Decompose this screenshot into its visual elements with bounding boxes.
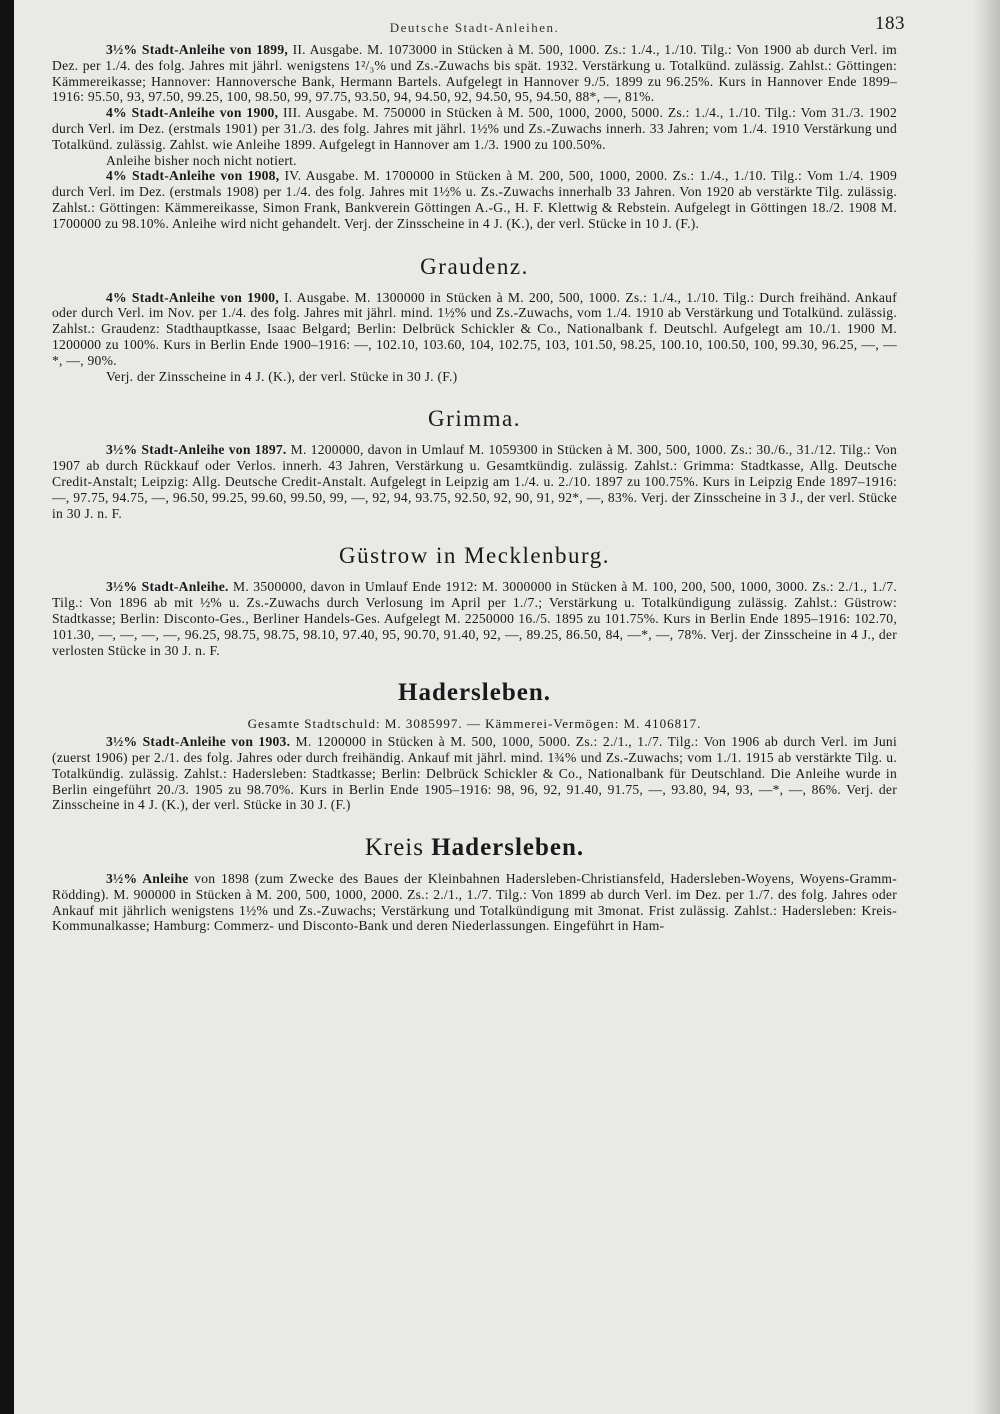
entry-text: III. Ausgabe. M. 750000 in Stücken à M. 500, 1000, 2000, 5000. Zs.: 1./4., 1./10. Tilg.: Vom 31./3. 1902 durch Verl. im Dez. (erstmals 1901) per 31./3. des folg. Jahres mit jährl. 1½% und Zs.-Zuwachs innerh. 33 Jahren; vom 1./4. 1910 Verstärkung und Totalkünd. zulässig. Zahlst. wie Anleihe 1899. Aufgelegt in Hannover am 1./3. 1900 zu 100.50%.	[52, 105, 897, 152]
graudenz-note: Verj. der Zinsscheine in 4 J. (K.), der verl. Stücke in 30 J. (F.)	[106, 368, 458, 384]
hadersleben-entry-1903	[52, 734, 897, 813]
city-region: Mecklenburg.	[464, 543, 611, 569]
goettingen-section	[52, 42, 897, 232]
entry-title: 4% Stadt-Anleihe von 1900,	[106, 289, 279, 305]
graudenz-entry-1900	[52, 290, 897, 369]
page-edge	[974, 0, 1000, 1414]
binding-shadow	[0, 0, 14, 1414]
city-heading-kreis-hadersleben	[52, 835, 897, 861]
running-head	[52, 12, 905, 42]
guestrow-section	[52, 579, 897, 658]
city-prefix: Kreis	[364, 834, 424, 862]
page-content	[52, 12, 905, 937]
entry-text: von 1898 (zum Zwecke des Baues der Kleinbahnen Hadersleben-Christiansfeld, Hadersleben-Woyens, Woyens-Gramm-Rödding). M. 900000 in Stücken à M. 200, 500, 1000, 2000. Zs.: 2./1., 1./7. Tilg.: Von 1899 ab durch Verl. im Dez. per 1./7. des folg. Jahres oder Ankauf mit jährlich wenigstens 1½% und Zs.-Zuwachs; Verstärkung und Totalkündigung mit 3monat. Frist zulässig. Zahlst.: Hadersleben: Kreis-Kommunalkasse; Hamburg: Commerz- und Disconto-Bank und deren Niederlassungen. Eingeführt in Ham-	[52, 871, 898, 934]
city-heading-guestrow	[52, 543, 897, 569]
graudenz-section	[52, 290, 897, 385]
entry-text: II. Ausgabe. M. 1073000 in Stücken à M. 500, 1000. Zs.: 1./4., 1./10. Tilg.: Von 1900 ab durch Verl. im Dez. per 1./4. des folg. Jahres mit jährl. wenigstens 1²/₃% und Zs.-Zuwachs bis spät. 1932. Verstärkung u. Totalkünd. zulässig. Zahlst.: Göttingen: Kämmereikasse; Hannover: Hannoversche Bank, Hermann Bartels. Aufgelegt in Hannover 9./5. 1899 zu 96.25%. Kurs in Hannover Ende 1899–1916: 95.50, 93, 97.50, 99.25, 100, 98.50, 99, 97.75, 93.50, 94, 94.50, 92, 94.50, 95, 94.50, 88*, —, 81%.	[52, 42, 897, 105]
kreis-hadersleben-entry-1898	[52, 871, 897, 934]
grimma-entry-1897	[52, 442, 897, 521]
entry-title: 4% Stadt-Anleihe von 1908,	[106, 168, 280, 184]
entry-title: 3½% Anleihe	[106, 871, 189, 887]
city-connector: in	[435, 543, 457, 569]
goettingen-note-1900: Anleihe bisher noch nicht notiert.	[106, 152, 297, 168]
kreis-hadersleben-section	[52, 871, 897, 934]
entry-title: 3½% Stadt-Anleihe von 1899,	[106, 42, 289, 57]
city-heading-grimma: Grimma.	[428, 406, 521, 432]
hadersleben-debt-line: Gesamte Stadtschuld: M. 3085997. — Kämmerei-Vermögen: M. 4106817.	[247, 716, 702, 732]
city-heading-graudenz: Graudenz.	[420, 253, 529, 279]
city-name: Hadersleben.	[398, 679, 551, 707]
city-name: Hadersleben.	[431, 834, 585, 862]
entry-title: 4% Stadt-Anleihe von 1900,	[106, 105, 279, 121]
goettingen-entry-1900	[52, 105, 897, 152]
guestrow-entry	[52, 579, 897, 658]
entry-text: IV. Ausgabe. M. 1700000 in Stücken à M. 200, 500, 1000, 2000. Zs.: 1./4., 1./10. Tilg.: Vom 1./4. 1909 durch Verl. im Dez. (erstmals 1908) per 1./4. des folg. Jahres mit 1½% u. Zs.-Zuwachs innerhalb 33 Jahren. Von 1920 ab verstärkte Tilg. zulässig. Zahlst.: Göttingen: Kämmereikasse, Simon Frank, Bankverein Göttingen A.-G., H. F. Klettwig & Rebstein. Aufgelegt in Göttingen 18./2. 1908 M. 1700000 zu 98.10%. Anleihe wird nicht gehandelt. Verj. der Zinsscheine in 4 J. (K.), der verl. Stücke in 10 J. (F.).	[52, 168, 897, 231]
entry-text: M. 1200000, davon in Umlauf M. 1059300 in Stücken à M. 300, 500, 1000. Zs.: 30./6., 31./12. Tilg.: Von 1907 ab durch Rückkauf oder Verlos. innerh. 43 Jahren, Verstärkung u. Gesamtkündig. zulässig. Zahlst.: Grimma: Stadtkasse, Allg. Deutsche Credit-Anstalt; Leipzig: Allg. Deutsche Credit-Anstalt. Aufgelegt in Leipzig am 1./4. u. 2./10. 1897 zu 100.75%. Kurs in Leipzig Ende 1897–1916: —, 97.75, 94.75, —, 96.50, 99.25, 99.60, 99.50, 99, —, 92, 94, 93.75, 92.50, 92, 90, 91, 92*, —, 83%. Verj. der Zinsscheine in 3 J., der verl. Stücke in 30 J. n. F.	[52, 442, 897, 521]
entry-title: 3½% Stadt-Anleihe.	[106, 579, 229, 595]
grimma-section	[52, 442, 897, 521]
city-name: Güstrow	[338, 543, 429, 569]
entry-text: M. 3500000, davon in Umlauf Ende 1912: M. 3000000 in Stücken à M. 100, 200, 500, 1000, 3000. Zs.: 2./1., 1./7. Tilg.: Von 1896 ab mit ½% u. Zs.-Zuwachs durch Verlosung im April per 1./7.; Verstärkung u. Totalkündigung zulässig. Zahlst.: Güstrow: Stadtkasse; Berlin: Disconto-Ges., Berliner Handels-Ges. Aufgelegt M. 2250000 16./5. 1895 zu 101.75%. Kurs in Berlin Ende 1895–1916: 102.70, 101.30, —, —, —, —, 96.25, 98.75, 98.75, 98.10, 97.40, 95, 90.70, 91.40, 92, —, 89.25, 86.50, 84, —*, —, 78%. Verj. der Zinsscheine in 4 J., der verlosten Stücke in 30 J. n. F.	[52, 579, 897, 658]
entry-text: M. 1200000 in Stücken à M. 500, 1000, 5000. Zs.: 2./1., 1./7. Tilg.: Von 1906 ab durch Verl. im Juni (zuerst 1906) per 2./1. des folg. Jahres oder durch freihändig. Ankauf mit jährl. mind. 1¾% und Zs.-Zuwachs; vom 1./1. 1915 ab verstärkte Tilg. u. Totalkündig. zulässig. Zahlst.: Hadersleben: Stadtkasse; Berlin: Delbrück Schickler & Co., Nationalbank für Deutschland. Die Anleihe wurde in Berlin eingeführt 20./3. 1905 zu 98.70%. Kurs in Berlin Ende 1905–1916: 98, 96, 92, 91.40, 91.75, —, 93.80, 94, 93, —*, —, 86%. Verj. der Zinsscheine in 4 J. (K.), der verl. Stücke in 30 J. (F.)	[52, 734, 897, 813]
hadersleben-section	[52, 734, 897, 813]
goettingen-entry-1899	[52, 42, 897, 105]
entry-text: I. Ausgabe. M. 1300000 in Stücken à M. 200, 500, 1000. Zs.: 1./4., 1./10. Tilg.: Durch freihänd. Ankauf oder durch Verl. im Nov. per 1./4. des folg. Jahres mit jährl. mind. 1½% und Zs.-Zuwachs, vom 1./4. 1910 ab Verstärkung und Totalkünd. zulässig. Zahlst.: Graudenz: Stadthauptkasse, Isaac Belgard; Berlin: Delbrück Schickler & Co., Nationalbank f. Deutschl. Aufgelegt am 10./1. 1900 M. 1200000 zu 100%. Kurs in Berlin Ende 1900–1916: —, 102.10, 103.60, 104, 102.75, 103, 101.50, 98.25, 100.10, 100.50, 100, 99.30, 96.25, —, —*, —, 90%.	[52, 289, 897, 368]
goettingen-entry-1908	[52, 168, 897, 231]
running-title: Deutsche Stadt-Anleihen.	[389, 20, 560, 35]
entry-title: 3½% Stadt-Anleihe von 1897.	[106, 442, 287, 458]
city-heading-hadersleben	[52, 680, 897, 706]
page-number: 183	[875, 13, 905, 34]
entry-title: 3½% Stadt-Anleihe von 1903.	[106, 734, 291, 750]
